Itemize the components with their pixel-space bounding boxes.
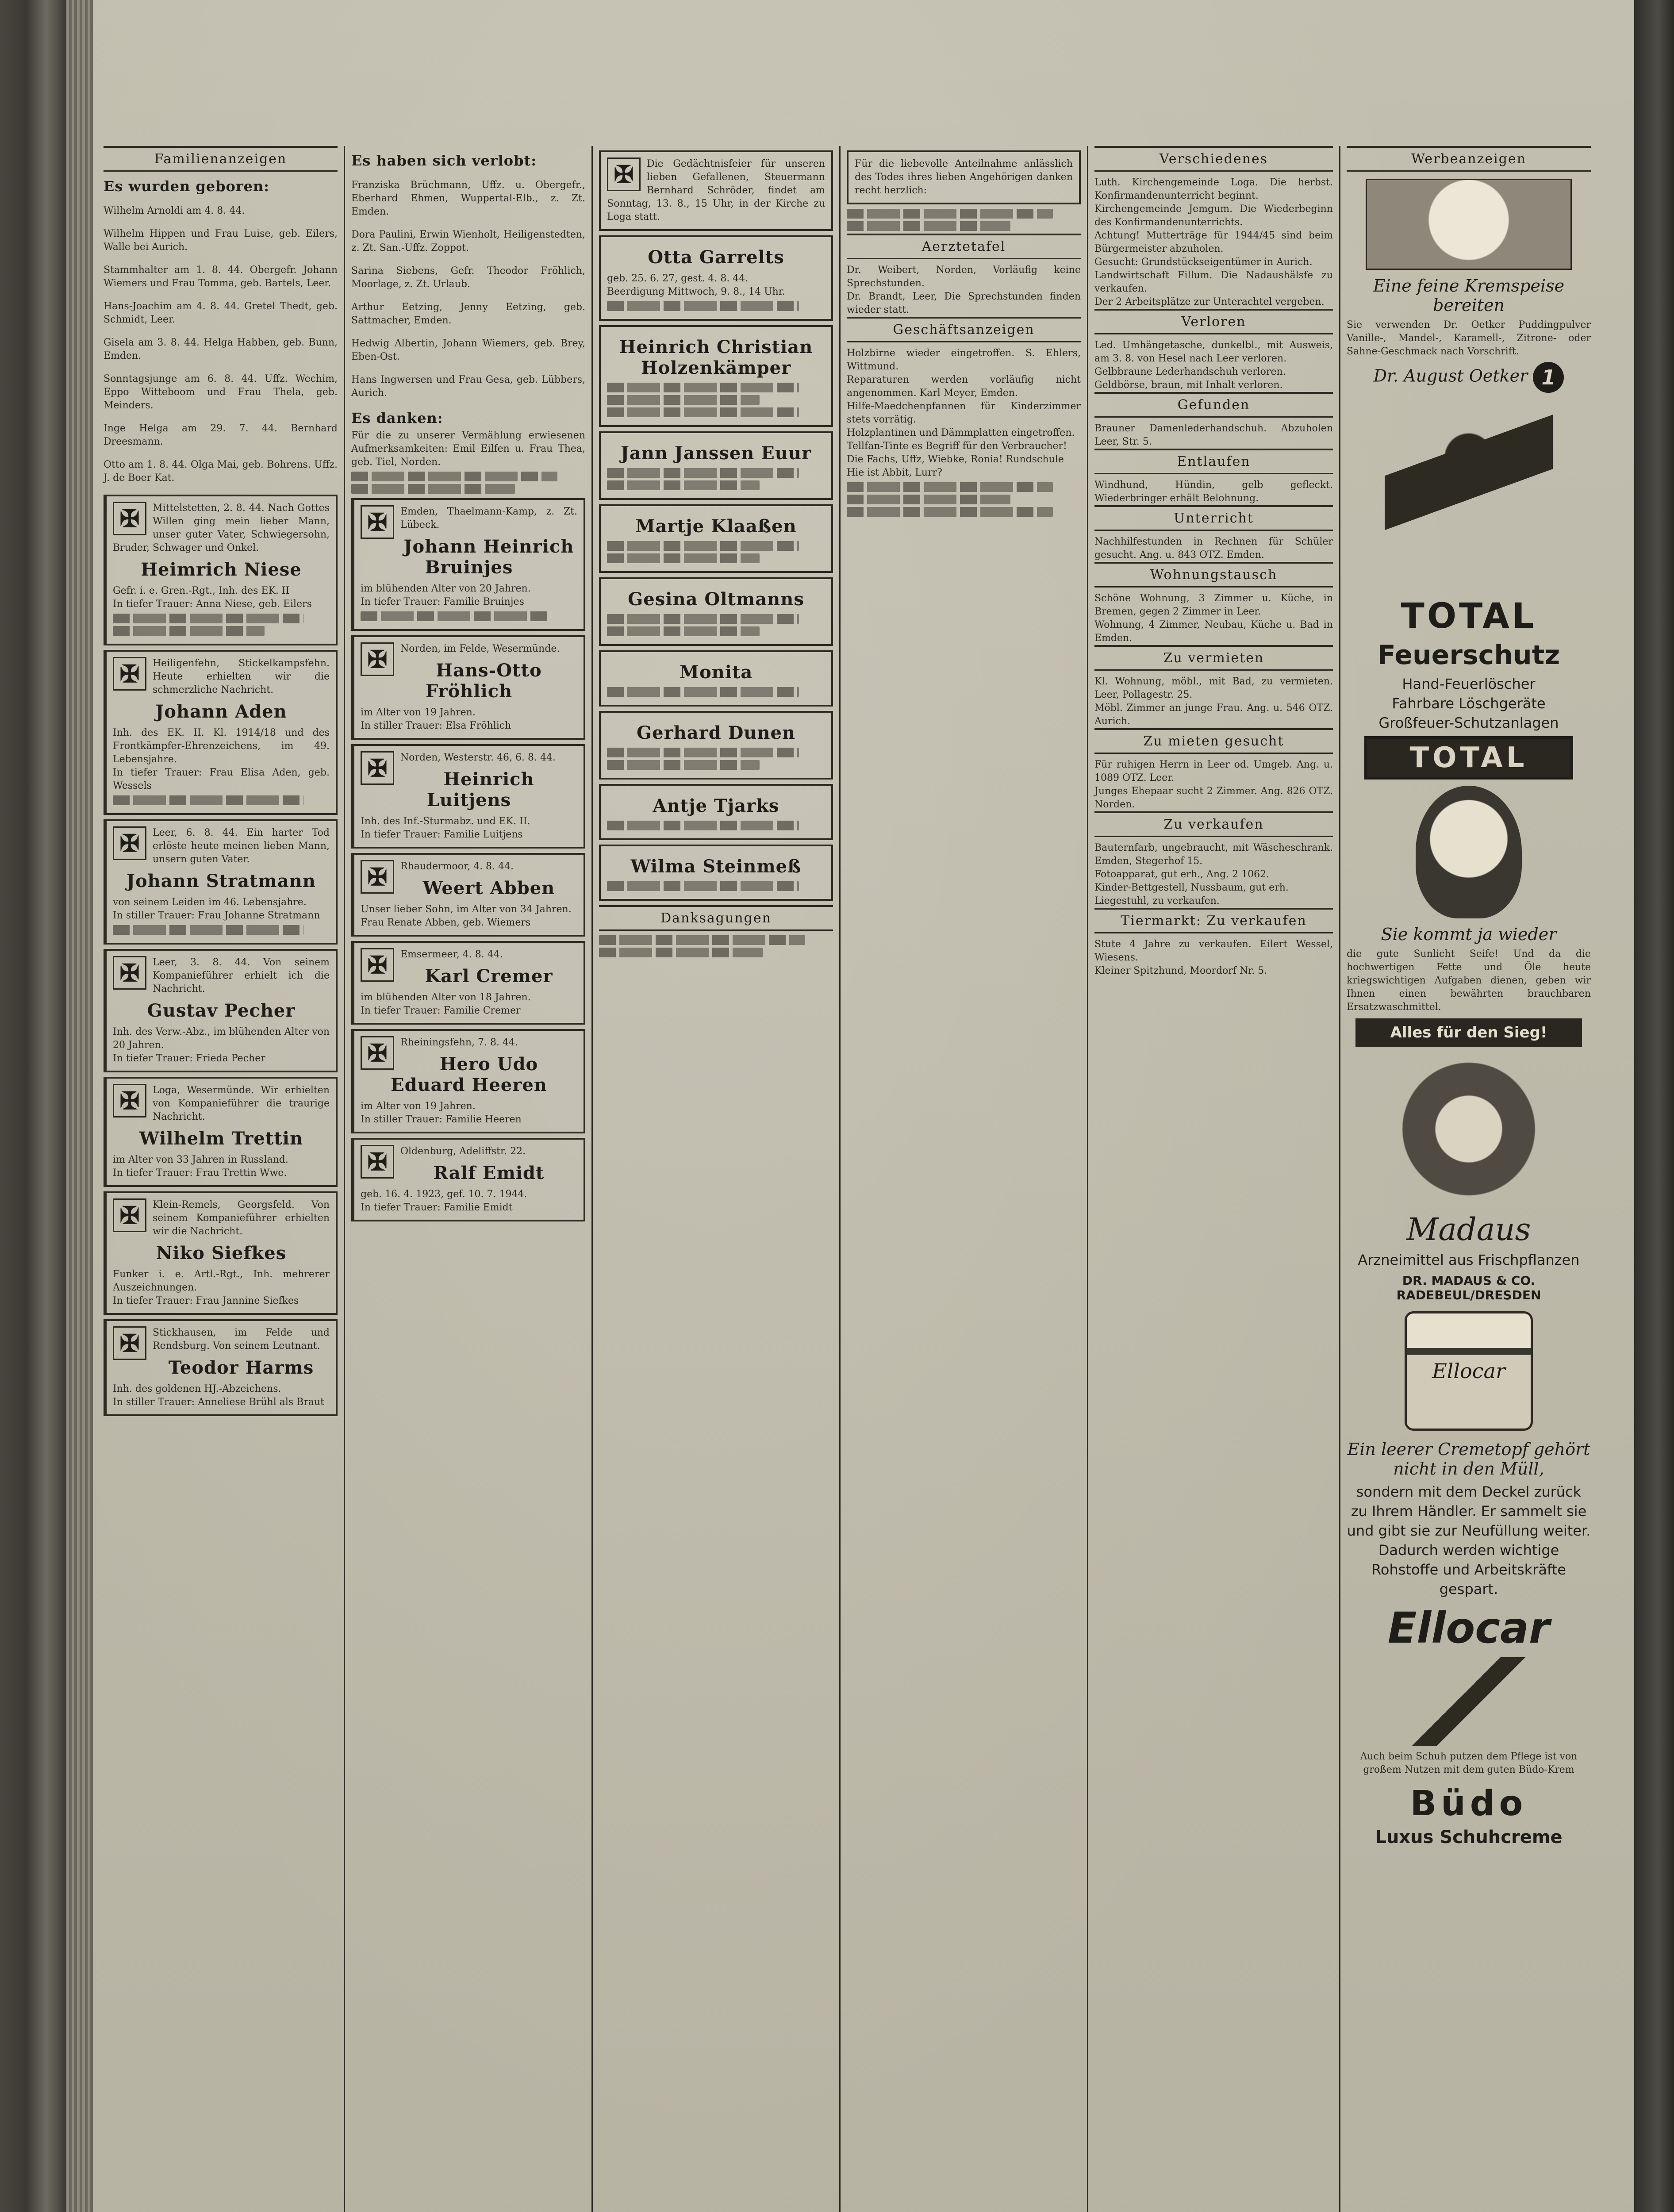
exchange-notice: Wohnung, 4 Zimmer, Neubau, Küche u. Bad in Emden. bbox=[1094, 619, 1333, 644]
obituary-detail: Inh. des Verw.-Abz., im blühenden Alter von 20 Jahren. bbox=[113, 1026, 330, 1051]
section-heading-verkaufen: Zu verkaufen bbox=[1094, 811, 1333, 837]
obituary bbox=[351, 941, 585, 1025]
birth-notice: Stammhalter am 1. 8. 44. Obergefr. Johann Wiemers und Frau Tomma, geb. Bartels, Leer. bbox=[104, 265, 338, 289]
total-product-line: Hand-Feuerlöscher bbox=[1402, 676, 1536, 692]
obituary-mourners: In tiefer Trauer: Familie Emidt bbox=[361, 1202, 513, 1213]
birth-notice: Inge Helga am 29. 7. 44. Bernhard Dreesmann. bbox=[104, 423, 338, 447]
death-notice-burial: Beerdigung Mittwoch, 9. 8., 14 Uhr. bbox=[607, 286, 785, 297]
business-notice: Holzbirne wieder eingetroffen. S. Ehlers, Wittmund. bbox=[847, 348, 1081, 372]
obituary-mourners: In tiefer Trauer: Frau Trettin Wwe. bbox=[113, 1167, 287, 1179]
thanks-text: Für die liebevolle Anteilnahme anlässlich des Todes ihres lieben Angehörigen danken recht herzlich: bbox=[855, 158, 1073, 196]
lost-notice: Led. Umhängetasche, dunkelbl., mit Ausweis, am 3. 8. von Hesel nach Leer verloren. bbox=[1094, 340, 1333, 364]
obituary bbox=[351, 744, 585, 849]
sale-notice: Kinder-Bettgestell, Nussbaum, gut erh. bbox=[1094, 882, 1289, 893]
death-notice bbox=[599, 577, 833, 646]
obituary-intro: Heiligenfehn, Stickelkampsfehn. Heute erhielten wir die schmerzliche Nachricht. bbox=[153, 658, 330, 695]
oetker-logo-icon: 1 bbox=[1533, 362, 1564, 393]
death-notice-name: Jann Janssen Euur bbox=[620, 443, 812, 464]
obituary-name: Gustav Pecher bbox=[147, 1000, 296, 1021]
rent-notice: Möbl. Zimmer an junge Frau. Ang. u. 546 OTZ. Aurich. bbox=[1094, 703, 1333, 727]
obituary-name: Niko Siefkes bbox=[156, 1243, 287, 1263]
obituary-mourners: In tiefer Trauer: Frau Jannine Siefkes bbox=[113, 1295, 299, 1306]
text-filler bbox=[847, 495, 1010, 504]
text-filler bbox=[607, 301, 799, 311]
text-filler bbox=[607, 480, 760, 490]
iron-cross-icon: ✠ bbox=[361, 1036, 394, 1070]
death-notice bbox=[599, 431, 833, 500]
section-heading-danksagungen: Danksagungen bbox=[599, 905, 833, 931]
ellocar-jar-illustration: Ellocar bbox=[1405, 1311, 1533, 1431]
text-filler bbox=[607, 881, 799, 891]
total-product-line: Fahrbare Löschgeräte bbox=[1392, 695, 1546, 712]
obituary-mourners: In stiller Trauer: Anneliese Brühl als Braut bbox=[113, 1397, 324, 1408]
death-notice bbox=[599, 235, 833, 321]
rent-notice: Kl. Wohnung, möbl., mit Bad, zu vermieten. Leer, Pollagestr. 25. bbox=[1094, 676, 1333, 700]
iron-cross-icon: ✠ bbox=[607, 157, 641, 191]
obituary bbox=[104, 1191, 338, 1315]
section-subheading-verlobt: Es haben sich verlobt: bbox=[351, 152, 537, 169]
obituary-intro: Klein-Remels, Georgsfeld. Von seinem Kompanieführer erhielten wir die Nachricht. bbox=[153, 1199, 330, 1237]
section-heading-vermieten: Zu vermieten bbox=[1094, 645, 1333, 671]
text-filler bbox=[847, 482, 1053, 492]
sale-notice: Liegestuhl, zu verkaufen. bbox=[1094, 895, 1220, 906]
obituary-mourners: In stiller Trauer: Elsa Fröhlich bbox=[361, 720, 511, 731]
death-notice bbox=[599, 325, 833, 427]
lost-notice: Gelbbraune Lederhandschuh verloren. bbox=[1094, 366, 1286, 377]
iron-cross-icon: ✠ bbox=[113, 1084, 146, 1118]
obituary-mourners: In tiefer Trauer: Anna Niese, geb. Eilers bbox=[113, 599, 312, 610]
column-familien bbox=[97, 146, 345, 2212]
misc-notice: Landwirtschaft Fillum. Die Nadaushälsfe zu verkaufen. bbox=[1094, 270, 1333, 294]
obituary-detail: Inh. des goldenen HJ.-Abzeichens. bbox=[113, 1383, 281, 1394]
iron-cross-icon: ✠ bbox=[113, 826, 146, 860]
sunlicht-text: die gute Sunlicht Seife! Und da die hochwertigen Fette und Öle heute kriegswichtigen Aufgaben dienen, geben wir Ihnen einen bewährten brauchbaren Ersatzwaschmittel. bbox=[1347, 949, 1591, 1013]
obituary-intro: Leer, 6. 8. 44. Ein harter Tod erlöste heute meinen lieben Mann, unsern guten Vater. bbox=[153, 827, 330, 865]
obituary-detail: Inh. des Inf.-Sturmabz. und EK. II. bbox=[361, 816, 530, 827]
column-death-notices bbox=[593, 146, 841, 2212]
iron-cross-icon: ✠ bbox=[113, 1198, 146, 1232]
pudding-bowl-illustration bbox=[1366, 179, 1572, 270]
death-notice-name: Antje Tjarks bbox=[653, 795, 779, 816]
section-heading-unterricht: Unterricht bbox=[1094, 505, 1333, 531]
iron-cross-icon: ✠ bbox=[361, 860, 394, 894]
obituary bbox=[104, 1319, 338, 1416]
obituary-intro: Norden, im Felde, Wesermünde. bbox=[400, 643, 560, 654]
obituary-name: Wilhelm Trettin bbox=[139, 1128, 303, 1149]
text-filler bbox=[351, 472, 557, 481]
lost-notice: Geldbörse, braun, mit Inhalt verloren. bbox=[1094, 380, 1283, 391]
death-notice bbox=[599, 784, 833, 840]
iron-cross-icon: ✠ bbox=[361, 1145, 394, 1179]
obituary-intro: Stickhausen, im Felde und Rendsburg. Von seinem Leutnant. bbox=[153, 1327, 330, 1352]
obituary bbox=[104, 949, 338, 1072]
obituary-intro: Emden, Thaelmann-Kamp, z. Zt. Lübeck. bbox=[400, 506, 577, 530]
total-product-line: Großfeuer-Schutzanlagen bbox=[1378, 714, 1559, 731]
budo-text: Auch beim Schuh putzen dem Pflege ist von großem Nutzen mit dem guten Büdo-Krem bbox=[1360, 1751, 1578, 1775]
exchange-notice: Schöne Wohnung, 3 Zimmer u. Küche, in Bremen, gegen 2 Zimmer in Leer. bbox=[1094, 593, 1333, 617]
death-notice-name: Otta Garrelts bbox=[648, 247, 784, 268]
ellocar-text: sondern mit dem Deckel zurück zu Ihrem Händler. Er sammelt sie und gibt sie zur Neufüllung weiter. Dadurch werden wichtige Rohstoffe und Arbeitskräfte gespart. bbox=[1347, 1483, 1591, 1598]
obituary-intro: Norden, Westerstr. 46, 6. 8. 44. bbox=[400, 752, 556, 763]
obituary-intro: Rhaudermoor, 4. 8. 44. bbox=[400, 861, 514, 872]
obituary-name: Ralf Emidt bbox=[433, 1163, 545, 1183]
iron-cross-icon: ✠ bbox=[113, 502, 146, 535]
death-notice bbox=[599, 711, 833, 780]
oetker-brand bbox=[1347, 362, 1591, 393]
column-classifieds bbox=[1088, 146, 1340, 2212]
iron-cross-icon: ✠ bbox=[361, 948, 394, 982]
woman-portrait-illustration bbox=[1416, 786, 1522, 918]
birth-notice: Sonntagsjunge am 6. 8. 44. Uffz. Wechim, Eppo Witteboom und Frau Thela, geb. Meinders. bbox=[104, 373, 338, 411]
total-logo-box: TOTAL bbox=[1364, 736, 1573, 780]
birth-notice: Otto am 1. 8. 44. Olga Mai, geb. Bohrens. Uffz. J. de Boer Kat. bbox=[104, 459, 338, 484]
iron-cross-icon: ✠ bbox=[113, 657, 146, 691]
memorial-notice bbox=[599, 150, 833, 231]
death-notice-dates: geb. 25. 6. 27, gest. 4. 8. 44. bbox=[607, 273, 749, 284]
section-heading-verschiedenes: Verschiedenes bbox=[1094, 146, 1333, 172]
death-notice bbox=[599, 650, 833, 707]
section-heading-familien: Familienanzeigen bbox=[104, 146, 338, 172]
obituary-intro: Loga, Wesermünde. Wir erhielten von Kompanieführer die traurige Nachricht. bbox=[153, 1085, 330, 1122]
column-business bbox=[841, 146, 1088, 2212]
text-filler bbox=[113, 614, 303, 623]
newspaper-page bbox=[93, 0, 1634, 2212]
business-notice: Hilfe-Maedchenpfannen für Kinderzimmer stets vorrätig. bbox=[847, 401, 1081, 425]
iron-cross-icon: ✠ bbox=[113, 1326, 146, 1360]
engagement-notice: Sarina Siebens, Gefr. Theodor Fröhlich, Moorlage, z. Zt. Urlaub. bbox=[351, 265, 585, 290]
death-notice-name: Monita bbox=[679, 662, 753, 683]
obituary-name: Heinrich Luitjens bbox=[426, 769, 534, 810]
text-filler bbox=[607, 626, 760, 636]
text-filler bbox=[847, 507, 1053, 517]
doctor-notice: Dr. Weibert, Norden, Vorläufig keine Sprechstunden. bbox=[847, 265, 1081, 289]
obituary bbox=[351, 1029, 585, 1133]
mountain-goat-illustration bbox=[1389, 1657, 1548, 1746]
section-heading-aerztetafel: Aerztetafel bbox=[847, 234, 1081, 259]
oetker-brand-name: Dr. August Oetker bbox=[1373, 366, 1528, 386]
misc-notice: Gesucht: Grundstückseigentümer in Aurich. bbox=[1094, 257, 1313, 268]
obituary-detail: im blühenden Alter von 18 Jahren. bbox=[361, 992, 531, 1003]
death-notice-name: Gerhard Dunen bbox=[636, 722, 796, 743]
death-notice-name: Gesina Oltmanns bbox=[628, 589, 804, 610]
birth-notices bbox=[104, 204, 338, 485]
text-filler bbox=[847, 221, 1010, 231]
memorial-text: Die Gedächtnisfeier für unseren lieben Gefallenen, Steuermann Bernhard Schröder, findet am Sonntag, 13. 8., 15 Uhr, in der Kirche zu Loga statt. bbox=[607, 158, 825, 223]
text-filler bbox=[607, 821, 799, 830]
text-filler bbox=[351, 484, 515, 494]
iron-cross-icon: ✠ bbox=[113, 956, 146, 990]
text-filler bbox=[847, 209, 1053, 219]
text-filler bbox=[607, 687, 799, 697]
obituary-detail: im Alter von 33 Jahren in Russland. bbox=[113, 1154, 288, 1165]
death-notice-name: Martje Klaaßen bbox=[635, 516, 797, 537]
death-notice bbox=[599, 845, 833, 901]
text-filler bbox=[599, 935, 805, 945]
section-subheading-geboren: Es wurden geboren: bbox=[104, 178, 270, 195]
obituary-detail: geb. 16. 4. 1923, gef. 10. 7. 1944. bbox=[361, 1189, 527, 1200]
engagement-notices bbox=[351, 179, 585, 400]
obituary-name: Hans-Otto Fröhlich bbox=[425, 660, 542, 702]
sale-notice: Fotoapparat, gut erh., Ang. 2 1062. bbox=[1094, 869, 1270, 880]
total-logo: TOTAL bbox=[1401, 596, 1537, 636]
obituary-name: Hero Udo Eduard Heeren bbox=[391, 1054, 547, 1095]
lily-flower-illustration bbox=[1389, 1054, 1548, 1204]
obituary-name: Heimrich Niese bbox=[141, 559, 302, 580]
column-advertisements bbox=[1340, 146, 1597, 2212]
found-notice: Brauner Damenlederhandschuh. Abzuholen Leer, Str. 5. bbox=[1094, 423, 1333, 447]
obituary-name: Teodor Harms bbox=[168, 1357, 314, 1378]
obituary-mourners: In stiller Trauer: Familie Heeren bbox=[361, 1114, 522, 1125]
engagement-notice: Hedwig Albertin, Johann Wiemers, geb. Brey, Eben-Ost. bbox=[351, 338, 585, 362]
obituary-detail: Unser lieber Sohn, im Alter von 34 Jahren. bbox=[361, 904, 572, 915]
obituary bbox=[104, 650, 338, 815]
text-filler bbox=[607, 541, 799, 551]
misc-notice: Der 2 Arbeitsplätze zur Unterachtel vergeben. bbox=[1094, 296, 1325, 307]
birth-notice: Wilhelm Hippen und Frau Luise, geb. Eilers, Walle bei Aurich. bbox=[104, 228, 338, 253]
lesson-notice: Nachhilfestunden in Rechnen für Schüler gesucht. Ang. u. 843 OTZ. Emden. bbox=[1094, 536, 1333, 561]
section-heading-geschaeft: Geschäftsanzeigen bbox=[847, 317, 1081, 342]
obituary-detail: im blühenden Alter von 20 Jahren. bbox=[361, 583, 531, 594]
iron-cross-icon: ✠ bbox=[361, 642, 394, 676]
doctor-notice: Dr. Brandt, Leer, Die Sprechstunden finden wieder statt. bbox=[847, 291, 1081, 315]
engagement-notice: Franziska Brüchmann, Uffz. u. Obergefr., Eberhard Ehmen, Wuppertal-Elb., z. Zt. Emden. bbox=[351, 180, 585, 217]
business-notice: Die Fachs, Uffz, Wiebke, Ronia! Rundschule bbox=[847, 454, 1064, 465]
text-filler bbox=[599, 948, 763, 957]
ellocar-logo: Ellocar bbox=[1387, 1603, 1550, 1653]
sieg-slogan-box: Alles für den Sieg! bbox=[1355, 1018, 1582, 1047]
obituary-mourners: In tiefer Trauer: Familie Luitjens bbox=[361, 829, 523, 840]
section-heading-entlaufen: Entlaufen bbox=[1094, 449, 1333, 474]
text-filler bbox=[607, 468, 799, 478]
obituary bbox=[351, 1138, 585, 1221]
obituary-intro: Rheiningsfehn, 7. 8. 44. bbox=[400, 1037, 518, 1048]
text-filler bbox=[607, 383, 799, 392]
obituary-name: Johann Stratmann bbox=[127, 871, 316, 891]
text-filler bbox=[607, 395, 760, 405]
obituary-name: Karl Cremer bbox=[425, 966, 553, 987]
text-filler bbox=[607, 407, 799, 417]
obituary-name: Johann Aden bbox=[155, 701, 287, 722]
obituary bbox=[351, 635, 585, 740]
obituary-intro: Emsermeer, 4. 8. 44. bbox=[400, 949, 503, 960]
misc-notice: Achtung! Mutterträge für 1944/45 sind beim Bürgermeister abzuholen. bbox=[1094, 230, 1333, 254]
engagement-notice: Hans Ingwersen und Frau Gesa, geb. Lübbers, Aurich. bbox=[351, 374, 585, 399]
obituary-name: Weert Abben bbox=[422, 878, 555, 899]
madaus-logo: Madaus bbox=[1406, 1211, 1531, 1248]
runaway-notice: Windhund, Hündin, gelb gefleckt. Wiederbringer erhält Belohnung. bbox=[1094, 480, 1333, 504]
obituary-detail: Inh. des EK. II. Kl. 1914/18 und des Frontkämpfer-Ehrenzeichens, im 49. Lebensjahre. bbox=[113, 727, 330, 765]
birth-notice: Gisela am 3. 8. 44. Helga Habben, geb. Bunn, Emden. bbox=[104, 337, 338, 361]
obituary-detail: Funker i. e. Artl.-Rgt., Inh. mehrerer Auszeichnungen. bbox=[113, 1269, 330, 1293]
business-notice: Holzplantinen und Dämmplatten eingetroffen. bbox=[847, 427, 1075, 438]
wanted-notice: Junges Ehepaar sucht 2 Zimmer. Ang. 826 OTZ. Norden. bbox=[1094, 786, 1333, 810]
obituary-mourners: In tiefer Trauer: Frau Elisa Aden, geb. Wessels bbox=[113, 767, 330, 791]
birth-notice: Wilhelm Arnoldi am 4. 8. 44. bbox=[104, 205, 245, 216]
obituary-mourners: In tiefer Trauer: Frieda Pecher bbox=[113, 1053, 265, 1064]
business-notice: Reparaturen werden vorläufig nicht angenommen. Karl Meyer, Emden. bbox=[847, 374, 1081, 399]
oetker-ad-text: Sie verwenden Dr. Oetker Puddingpulver Vanille-, Mandel-, Karamell-, Zitrone- oder Sahne-Geschmack nach Vorschrift. bbox=[1347, 319, 1591, 357]
section-heading-gefunden: Gefunden bbox=[1094, 392, 1333, 418]
sale-notice: Bauternfarb, ungebraucht, mit Wäscheschrank. Emden, Stegerhof 15. bbox=[1094, 842, 1333, 867]
thanks-notice: Für die zu unserer Vermählung erwiesenen Aufmerksamkeiten: Emil Eilfen u. Frau Thea, geb. Tiel, Norden. bbox=[351, 430, 585, 468]
right-page-edge bbox=[1634, 0, 1674, 2212]
obituary-name: Johann Heinrich Bruinjes bbox=[403, 536, 574, 578]
obituary-intro: Mittelstetten, 2. 8. 44. Nach Gottes Willen ging mein lieber Mann, unser guter Vater, Schwiegersohn, Bruder, Schwager und Onkel. bbox=[113, 503, 330, 553]
obituary-detail: Gefr. i. e. Gren.-Rgt., Inh. des EK. II bbox=[113, 585, 290, 596]
obituary bbox=[104, 1077, 338, 1187]
feuerschutz-headline: Feuerschutz bbox=[1377, 640, 1560, 671]
madaus-company: DR. MADAUS & CO. RADEBEUL/DRESDEN bbox=[1396, 1273, 1541, 1302]
engagement-notice: Arthur Eetzing, Jenny Eetzing, geb. Sattmacher, Emden. bbox=[351, 302, 585, 326]
misc-notice: Kirchengemeinde Jemgum. Die Wiederbeginn des Konfirmandenunterrichts. bbox=[1094, 204, 1333, 228]
text-filler bbox=[361, 611, 551, 621]
text-filler bbox=[607, 614, 799, 624]
misc-notice: Luth. Kirchengemeinde Loga. Die herbst. Konfirmandenunterricht beginnt. bbox=[1094, 177, 1333, 201]
iron-cross-icon: ✠ bbox=[361, 751, 394, 785]
oetker-ad-title: Eine feine Kremspeise bereiten bbox=[1373, 276, 1565, 315]
section-heading-wohnungstausch: Wohnungstausch bbox=[1094, 562, 1333, 588]
text-filler bbox=[607, 748, 799, 757]
book-binding bbox=[0, 0, 66, 2212]
section-heading-werbe: Werbeanzeigen bbox=[1347, 146, 1591, 172]
obituary bbox=[351, 498, 585, 631]
business-notice: Hie ist Abbit, Lurr? bbox=[847, 467, 942, 478]
madaus-subtitle: Arzneimittel aus Frischpflanzen bbox=[1358, 1252, 1580, 1268]
death-notice bbox=[599, 504, 833, 573]
obituary bbox=[104, 495, 338, 645]
text-filler bbox=[113, 925, 303, 935]
obituary bbox=[104, 819, 338, 945]
wanted-notice: Für ruhigen Herrn in Leer od. Umgeb. Ang. u. 1089 OTZ. Leer. bbox=[1094, 759, 1333, 783]
obituary bbox=[351, 853, 585, 937]
section-heading-mieten: Zu mieten gesucht bbox=[1094, 728, 1333, 754]
budo-logo: Büdo bbox=[1410, 1784, 1528, 1824]
sunlicht-headline: Sie kommt ja wieder bbox=[1381, 925, 1557, 944]
animal-notice: Stute 4 Jahre zu verkaufen. Eilert Wessel, Wiesens. bbox=[1094, 939, 1333, 963]
death-notice-name: Heinrich Christian Holzenkämper bbox=[619, 337, 813, 378]
obituary-detail: von seinem Leiden im 46. Lebensjahre. bbox=[113, 897, 307, 908]
thanks-notice bbox=[847, 150, 1081, 204]
obituary-mourners: Frau Renate Abben, geb. Wiemers bbox=[361, 917, 531, 928]
obituary-intro: Leer, 3. 8. 44. Von seinem Kompanieführer erhielt ich die Nachricht. bbox=[153, 957, 330, 995]
obituary-detail: im Alter von 19 Jahren. bbox=[361, 1101, 476, 1112]
fire-extinguisher-man-illustration bbox=[1385, 402, 1553, 588]
death-notice-name: Wilma Steinmeß bbox=[630, 856, 802, 877]
obituary-mourners: In stiller Trauer: Frau Johanne Stratmann bbox=[113, 910, 320, 921]
animal-notice: Kleiner Spitzhund, Moordorf Nr. 5. bbox=[1094, 965, 1267, 976]
obituary-mourners: In tiefer Trauer: Familie Cremer bbox=[361, 1005, 521, 1016]
section-heading-tiermarkt: Tiermarkt: Zu verkaufen bbox=[1094, 908, 1333, 933]
obituary-detail: im Alter von 19 Jahren. bbox=[361, 707, 476, 718]
iron-cross-icon: ✠ bbox=[361, 505, 394, 539]
obituary-intro: Oldenburg, Adeliffstr. 22. bbox=[400, 1146, 526, 1157]
binding-strip bbox=[66, 0, 93, 2212]
ellocar-headline: Ein leerer Cremetopf gehört nicht in den Müll, bbox=[1347, 1440, 1590, 1479]
birth-notice: Hans-Joachim am 4. 8. 44. Gretel Thedt, geb. Schmidt, Leer. bbox=[104, 301, 338, 325]
business-notice: Tellfan-Tinte es Begriff für den Verbraucher! bbox=[847, 441, 1067, 452]
text-filler bbox=[607, 553, 760, 563]
text-filler bbox=[113, 626, 265, 636]
column-verlobt bbox=[345, 146, 593, 2212]
engagement-notice: Dora Paulini, Erwin Wienholt, Heiligenstedten, z. Zt. San.-Uffz. Zoppot. bbox=[351, 229, 585, 253]
section-heading-verloren: Verloren bbox=[1094, 309, 1333, 334]
section-subheading-danken: Es danken: bbox=[351, 410, 443, 426]
text-filler bbox=[607, 760, 760, 770]
obituary-mourners: In tiefer Trauer: Familie Bruinjes bbox=[361, 596, 524, 607]
text-filler bbox=[113, 795, 303, 805]
budo-subtitle: Luxus Schuhcreme bbox=[1375, 1827, 1563, 1847]
